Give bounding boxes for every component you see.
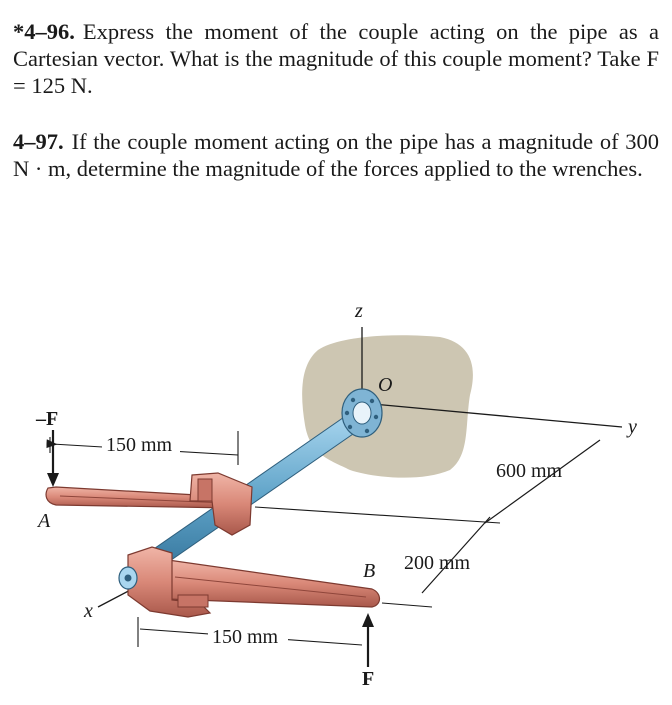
x-axis-label: x — [84, 600, 93, 622]
force-bottom-label: F — [362, 668, 375, 690]
dim-pipe-label: 600 mm — [496, 460, 563, 482]
pipe-wrench-figure — [0, 255, 672, 705]
origin-label: O — [378, 374, 393, 396]
problem-text: If the couple moment acting on the pipe has a magnitude of 300 N · m, determine the magnitude of the forces applied to the wrenches. — [13, 129, 659, 181]
force-top-label: –F — [36, 408, 59, 430]
z-axis-label: z — [355, 300, 363, 322]
problem-4-96 — [13, 18, 659, 99]
wall-support — [302, 335, 473, 477]
dim-spacing-label: 200 mm — [404, 552, 471, 574]
flange-hub — [353, 402, 371, 424]
problem-number: *4–96. — [13, 19, 75, 44]
y-axis-label: y — [628, 416, 637, 438]
problem-number: 4–97. — [13, 129, 64, 154]
extension-line-b — [382, 603, 432, 607]
extension-line-a — [255, 507, 500, 523]
dim-bottom-wrench-label: 150 mm — [212, 626, 279, 648]
problem-4-97 — [13, 128, 659, 182]
point-b-label: B — [363, 560, 376, 582]
problem-text: Express the moment of the couple acting on the pipe as a Cartesian vector. What is the magnitude of this couple moment? Take F = 125 N. — [13, 19, 659, 98]
dim-top-wrench-label: 150 mm — [106, 434, 173, 456]
point-a-label: A — [38, 510, 51, 532]
